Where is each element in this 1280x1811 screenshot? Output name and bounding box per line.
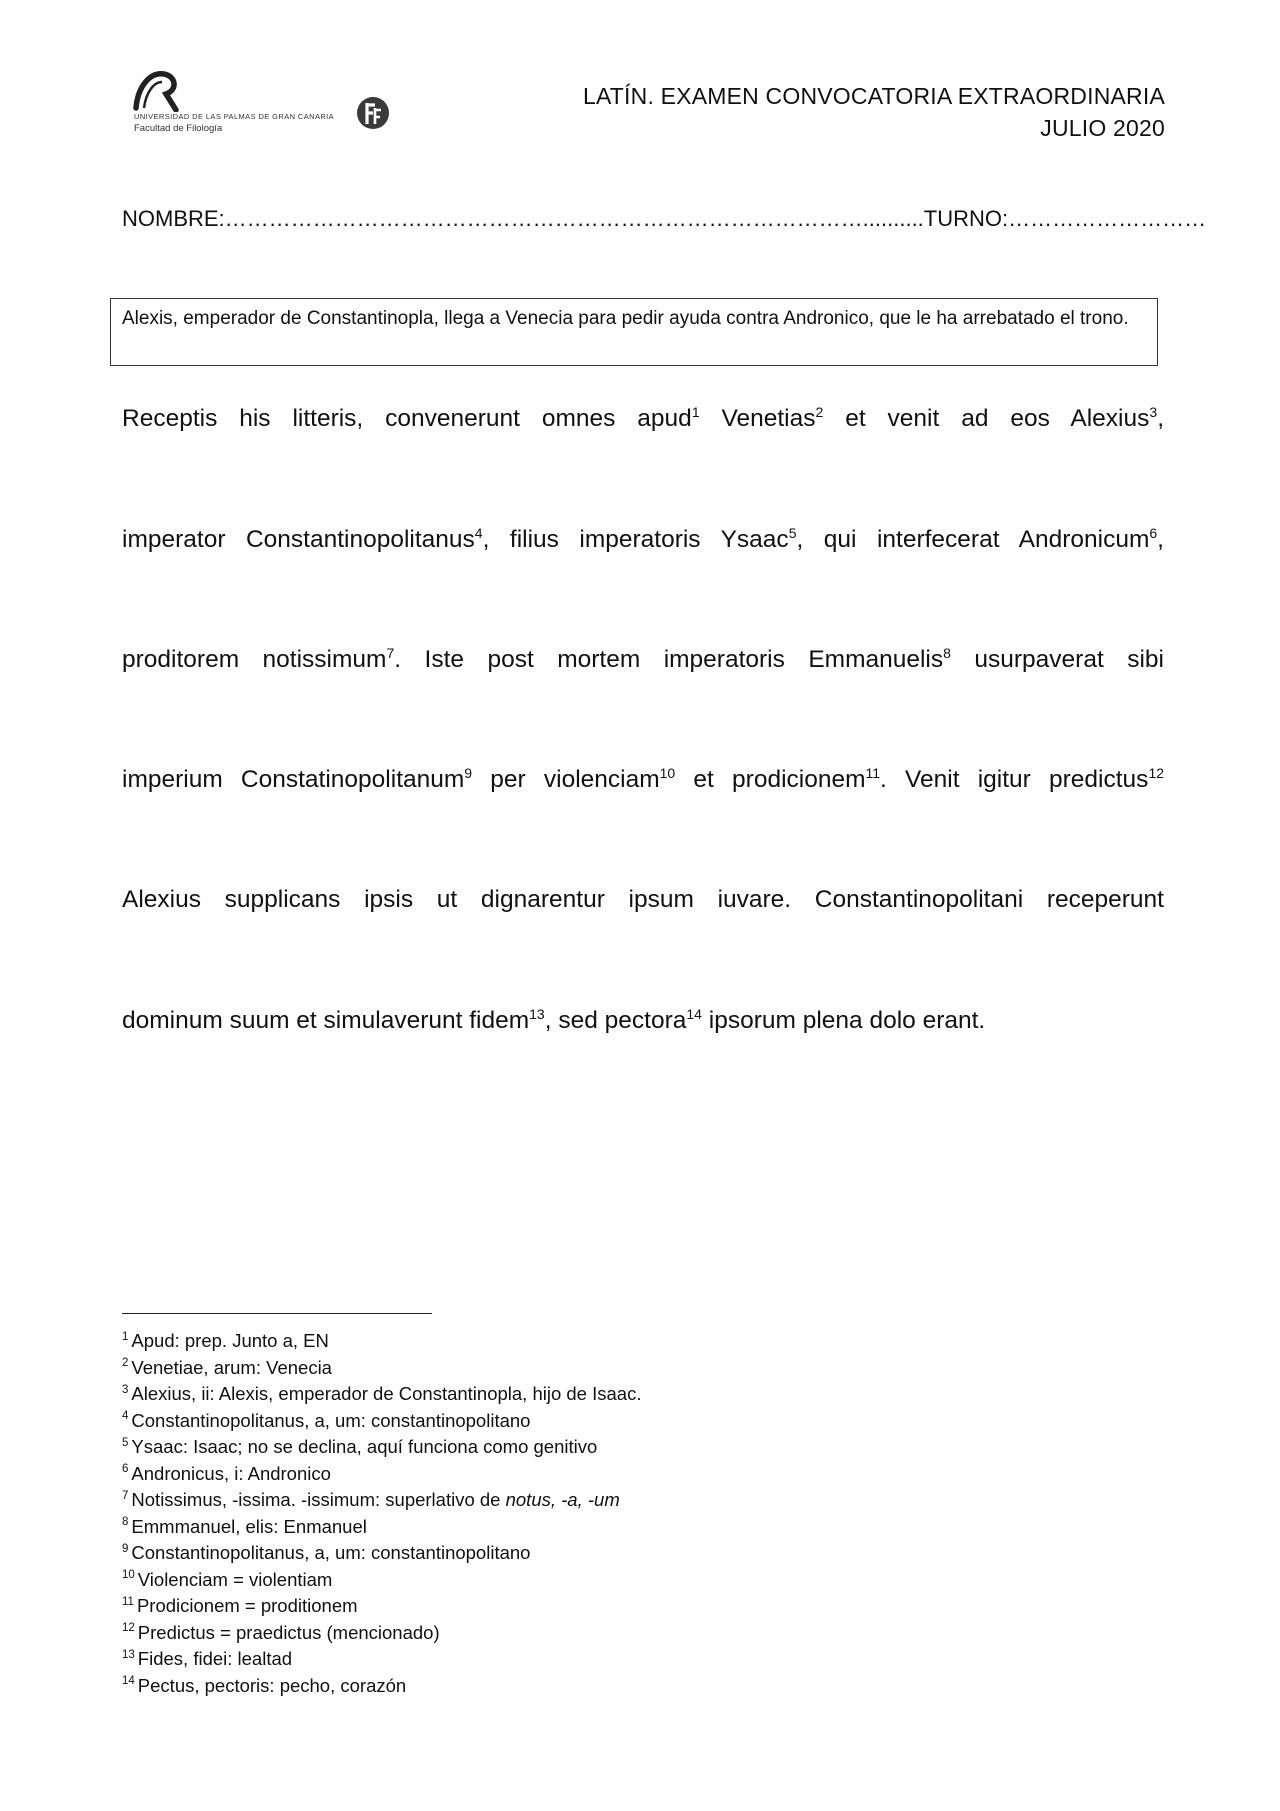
footnote-ref: 3: [1149, 403, 1158, 420]
exam-title-line-2: JULIO 2020: [1040, 115, 1165, 141]
latin-line-6: dominum suum et simulaverunt fidem$^{13}$, sed pectora$^{14}$ ipsorum plena dolo erant.: [122, 1005, 986, 1034]
footnote-ref: 12: [1148, 764, 1165, 781]
footnote-ref: 6: [1149, 524, 1158, 541]
latin-line-3: proditorem notissimum$^7$. Iste post mortem imperatoris Emmanuelis$^8$ usurpaverat sibi: [122, 644, 1164, 673]
exam-title: [583, 80, 1165, 144]
university-name: UNIVERSIDAD DE LAS PALMAS DE GRAN CANARIA: [134, 112, 335, 121]
footnote-item: $^8$ Emmmanuel, elis: Enmanuel: [122, 1515, 367, 1537]
footnote-ref: 2: [815, 403, 824, 420]
footnote-ref: 1: [691, 403, 700, 420]
exam-title-line-1: LATÍN. EXAMEN CONVOCATORIA EXTRAORDINARIA: [582, 83, 1165, 109]
footnote-ref: 7: [386, 644, 395, 661]
footnote-item: $^{12}$ Predictus = praedictus (mencionado): [122, 1621, 440, 1643]
footnote-divider: [122, 1313, 432, 1314]
footnote-item: $^4$ Constantinopolitanus, a, um: constantinopolitano: [122, 1409, 531, 1431]
faculty-emblem-icon: [356, 96, 390, 130]
ulpgc-emblem-icon: [132, 68, 182, 112]
footnote-ref: 4: [474, 524, 483, 541]
faculty-name: Facultad de Filología: [134, 123, 223, 134]
latin-line-2: imperator Constantinopolitanus$^4$, filius imperatoris Ysaac$^5$, qui interfecerat Andronicum$^6$,: [122, 524, 1164, 553]
latin-line-1: Receptis his litteris, convenerunt omnes apud$^1$ Venetias$^2$ et venit ad eos Alexius$^3$,: [122, 403, 1164, 432]
footnote-ref: 11: [865, 764, 881, 781]
footnote-item: $^{11}$ Prodicionem = proditionem: [122, 1595, 358, 1616]
latin-line-4: imperium Constatinopolitanum$^9$ per violenciam$^{10}$ et prodicionem$^{11}$. Venit igitur predictus$^{12}$: [122, 764, 1165, 793]
footnote-item: $^9$ Constantinopolitanus, a, um: constantinopolitano: [122, 1542, 531, 1563]
footnote-ref: 10: [659, 764, 676, 781]
context-text: Alexis, emperador de Constantinopla, llega a Venecia para pedir ayuda contra Andronico, que le ha arrebatado el trono.: [122, 308, 1129, 329]
faculty-logo: [356, 96, 390, 130]
footnote-ref: 13: [529, 1005, 545, 1022]
footnotes-list: [122, 1328, 1022, 1699]
footnote-ref: 14: [686, 1005, 702, 1022]
context-box: [110, 298, 1158, 366]
footnote-ref: 9: [464, 764, 473, 781]
footnote-item: $^{10}$ Violenciam = violentiam: [122, 1568, 333, 1590]
footnote-item: $^2$ Venetiae, arum: Venecia: [122, 1356, 332, 1378]
latin-line-5: Alexius supplicans ipsis ut dignarentur ipsum iuvare. Constantinopolitani receperunt: [122, 886, 1164, 913]
footnote-item: $^6$ Andronicus, i: Andronico: [122, 1462, 331, 1484]
footnote-item: $^{14}$ Pectus, pectoris: pecho, corazón: [122, 1674, 407, 1696]
university-logo: [132, 68, 335, 134]
name-turno-field: NOMBRE:……………………………………………………………………………..........TURNO:………………………: [122, 206, 1207, 231]
footnote-ref: 8: [943, 644, 951, 661]
footnote-item: $^3$ Alexius, ii: Alexis, emperador de Constantinopla, hijo de Isaac.: [122, 1383, 642, 1404]
footnote-item: $^{13}$ Fides, fidei: lealtad: [122, 1648, 293, 1669]
footnote-item: $^7$ Notissimus, -issima. -issimum: superlativo de notus, -a, -um: [122, 1489, 620, 1510]
footnote-item: $^5$ Ysaac: Isaac; no se declina, aquí funciona como genitivo: [122, 1436, 598, 1457]
footnote-item: $^1$ Apud: prep. Junto a, EN: [122, 1330, 329, 1351]
footnote-ref: 5: [788, 524, 797, 541]
